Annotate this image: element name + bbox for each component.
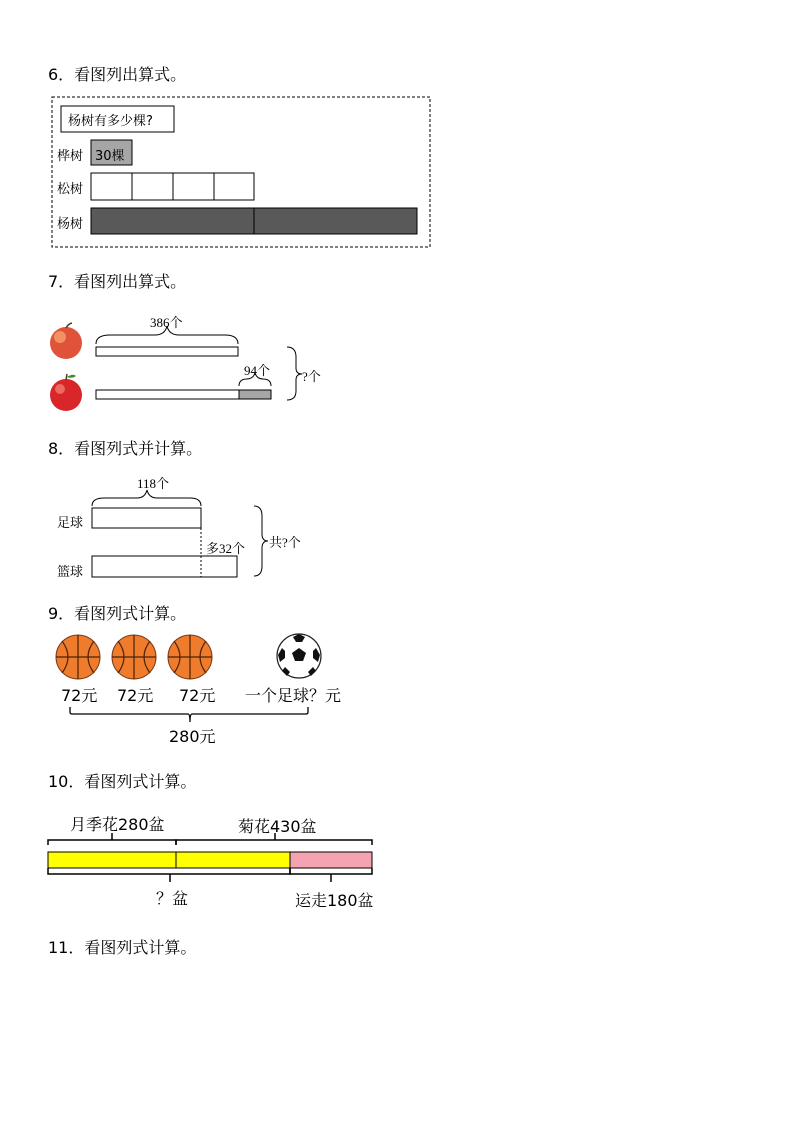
q9-price-label: 72元 <box>179 686 216 705</box>
q10-moved-bracket <box>290 868 372 874</box>
q10-yellow-segment-2 <box>176 852 290 868</box>
q8-total-brace <box>254 506 268 576</box>
q6-birch-value: 30棵 <box>95 149 125 164</box>
q10-pink-segment <box>290 852 372 868</box>
basketball-icon <box>112 635 156 679</box>
q10-chrys-label: 菊花430盆 <box>238 817 317 836</box>
q9-soccer-label: 一个足球？元 <box>245 686 342 705</box>
q10-yellow-segment-1 <box>48 852 176 868</box>
q10-chrys-bracket <box>176 840 372 845</box>
q10-rose-bracket <box>48 840 176 845</box>
apple-icon <box>50 374 82 411</box>
q6-question-text: 杨树有多少棵? <box>68 114 153 129</box>
q7-extra-label: 94个 <box>244 363 271 378</box>
q8-basketball-bar <box>92 556 237 577</box>
q8-total-label: 共?个 <box>269 535 301 550</box>
q7-top-brace-label: 386个 <box>150 315 183 330</box>
q6-pine-bar <box>91 173 254 200</box>
q7-title: 7．看图列出算式。 <box>48 272 187 291</box>
q6-row-label: 杨树 <box>57 217 84 232</box>
q7-total-label: ?个 <box>302 369 321 384</box>
q6-row-label: 桦树 <box>57 149 84 164</box>
q10-unknown-bracket <box>48 868 290 874</box>
q6-title: 6．看图列出算式。 <box>48 65 187 84</box>
q7-apple-bar <box>96 390 239 399</box>
peach-icon <box>50 323 82 359</box>
q10-unknown-label: ？盆 <box>156 889 189 908</box>
q6-row-label: 松树 <box>57 182 84 197</box>
q8-row-label: 足球 <box>57 516 84 531</box>
q9-price-label: 72元 <box>61 686 98 705</box>
q10-moved-label: 运走180盆 <box>295 891 374 910</box>
q9-title: 9．看图列式计算。 <box>48 604 187 623</box>
q7-total-brace <box>287 347 302 400</box>
soccer-ball-icon <box>277 634 321 678</box>
q9-total-label: 280元 <box>169 727 216 746</box>
q6-poplar-bar <box>91 208 417 234</box>
q8-more-label: 多32个 <box>206 541 246 556</box>
q10-rose-label: 月季花280盆 <box>70 815 165 834</box>
q8-row-label: 篮球 <box>57 565 84 580</box>
q9-total-brace <box>70 707 308 722</box>
basketball-icon <box>56 635 100 679</box>
q7-extra-segment <box>239 390 271 399</box>
q8-top-brace-label: 118个 <box>137 476 170 491</box>
q8-football-bar <box>92 508 201 528</box>
q8-top-brace <box>92 490 201 506</box>
q11-title: 11．看图列式计算。 <box>48 938 197 957</box>
basketball-icon <box>168 635 212 679</box>
q8-title: 8．看图列式并计算。 <box>48 439 203 458</box>
q10-title: 10．看图列式计算。 <box>48 772 197 791</box>
q9-price-label: 72元 <box>117 686 154 705</box>
q7-peach-bar <box>96 347 238 356</box>
